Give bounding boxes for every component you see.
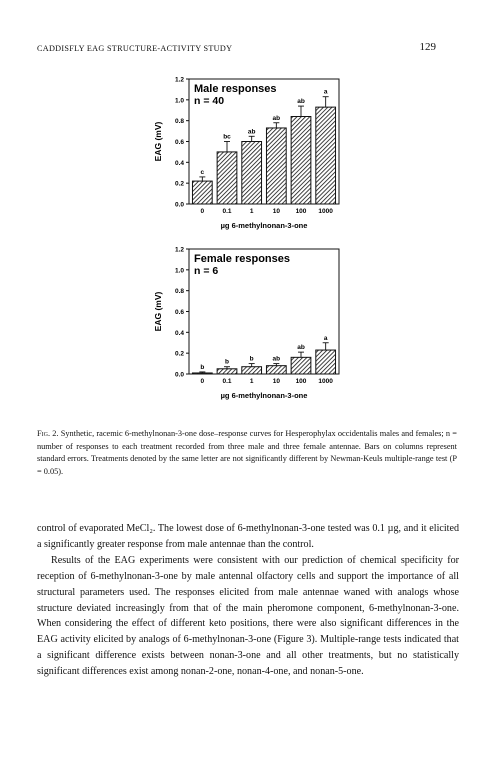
bar [266,366,286,374]
page-number: 129 [419,41,436,53]
y-tick-label: 1.0 [174,267,184,275]
bar [192,373,212,374]
x-tick-label: 1 [249,378,254,385]
y-tick-label: 0.6 [174,309,184,316]
x-tick-label: 100 [295,378,307,385]
y-tick-label: 0.2 [174,350,184,358]
bar [316,350,336,374]
y-tick-label: 0.6 [174,139,184,146]
bar [217,152,237,204]
significance-letter: b [200,363,205,371]
x-axis-label: µg 6-methylnonan-3-one [220,391,308,400]
body-paragraph: Results of the EAG experiments were consistent with our prediction of chemical specificity for reception of 6-methylnonan-3-one by male antennal olfactory cells and support the importance of all structural parameters used. The responses elicited from male antennae waned with analogs whose structure deviated increasingly from that of the main pheromone component, 6-methylnonan-3-one. When considering the effect of different keto positions, there were also significant differences in the EAG activity elicited by analogs of 6-methylnonan-3-one (Figure 3). Multiple-range tests indicated that a significant difference exists between nonan-3-one and all other treatments, but no statistically significant differences exist among nonan-2-one, nonan-4-one, and nonan-5-one. [37,554,459,678]
y-tick-label: 1.2 [174,76,184,84]
y-tick-label: 0.4 [174,329,184,337]
y-tick-label: 0.8 [174,288,184,296]
significance-letter: b [249,355,254,363]
significance-letter: bc [223,133,231,141]
chart-svg [145,73,345,243]
x-tick-label: 0.1 [222,378,232,385]
x-axis-label: µg 6-methylnonan-3-one [220,221,308,230]
bar [316,107,336,204]
y-tick-label: 1.0 [174,97,184,105]
x-tick-label: 0 [200,378,205,385]
y-tick-label: 0.2 [174,180,184,188]
significance-letter: b [225,358,229,366]
y-tick-label: 0.0 [174,371,184,379]
chart-svg [145,243,345,413]
bar [266,128,286,204]
significance-letter: c [200,168,205,176]
bar [217,369,237,374]
x-tick-label: 1 [249,208,254,215]
significance-letter: ab [297,98,305,106]
chart-title: Female responses [194,253,290,265]
chart-subtitle: n = 6 [194,265,219,277]
body-text [37,521,459,680]
bar [242,367,262,374]
significance-letter: ab [297,344,305,352]
bar [192,181,212,204]
y-tick-label: 0.8 [174,118,184,126]
x-tick-label: 1000 [318,378,333,385]
figure-caption [37,428,457,478]
figure-caption-text: Synthetic, racemic 6-methylnonan-3-one dose–response curves for Hesperophylax occidentalis males and females; n = number of responses to each treatment recorded from three male and three female antennae. Bars on columns represent standard errors. Treatments denoted by the same letter are not significantly different by Newman-Keuls multiple-range test (P = 0.05). [37,429,457,476]
y-tick-label: 1.2 [174,246,184,254]
female-response-chart [145,243,345,413]
y-tick-label: 0.4 [174,159,184,167]
chart-subtitle: n = 40 [194,95,225,107]
significance-letter: ab [247,128,256,136]
running-head: CADDISFLY EAG STRUCTURE-ACTIVITY STUDY [37,44,233,53]
chart-title: Male responses [194,83,277,95]
body-paragraph: control of evaporated MeCl₂. The lowest dose of 6-methylnonan-3-one tested was 0.1 µg, and it elicited a significantly greater response from male antennae than the control. [37,523,459,550]
y-axis-label: EAG (mV) [153,121,163,162]
bar [291,117,311,205]
y-tick-label: 0.0 [174,201,184,209]
y-axis-label: EAG (mV) [153,291,163,332]
significance-letter: ab [272,114,281,122]
significance-letter: ab [272,355,281,363]
x-tick-label: 0.1 [222,208,232,215]
x-tick-label: 10 [272,378,280,385]
male-response-chart [145,73,345,243]
figure-label: Fig. 2. [37,429,59,438]
x-tick-label: 0 [200,208,205,215]
x-tick-label: 100 [295,208,307,215]
significance-letter: a [323,334,328,342]
significance-letter: a [323,88,328,96]
bar [291,357,311,374]
x-tick-label: 10 [272,208,280,215]
x-tick-label: 1000 [318,208,333,215]
bar [242,142,262,205]
